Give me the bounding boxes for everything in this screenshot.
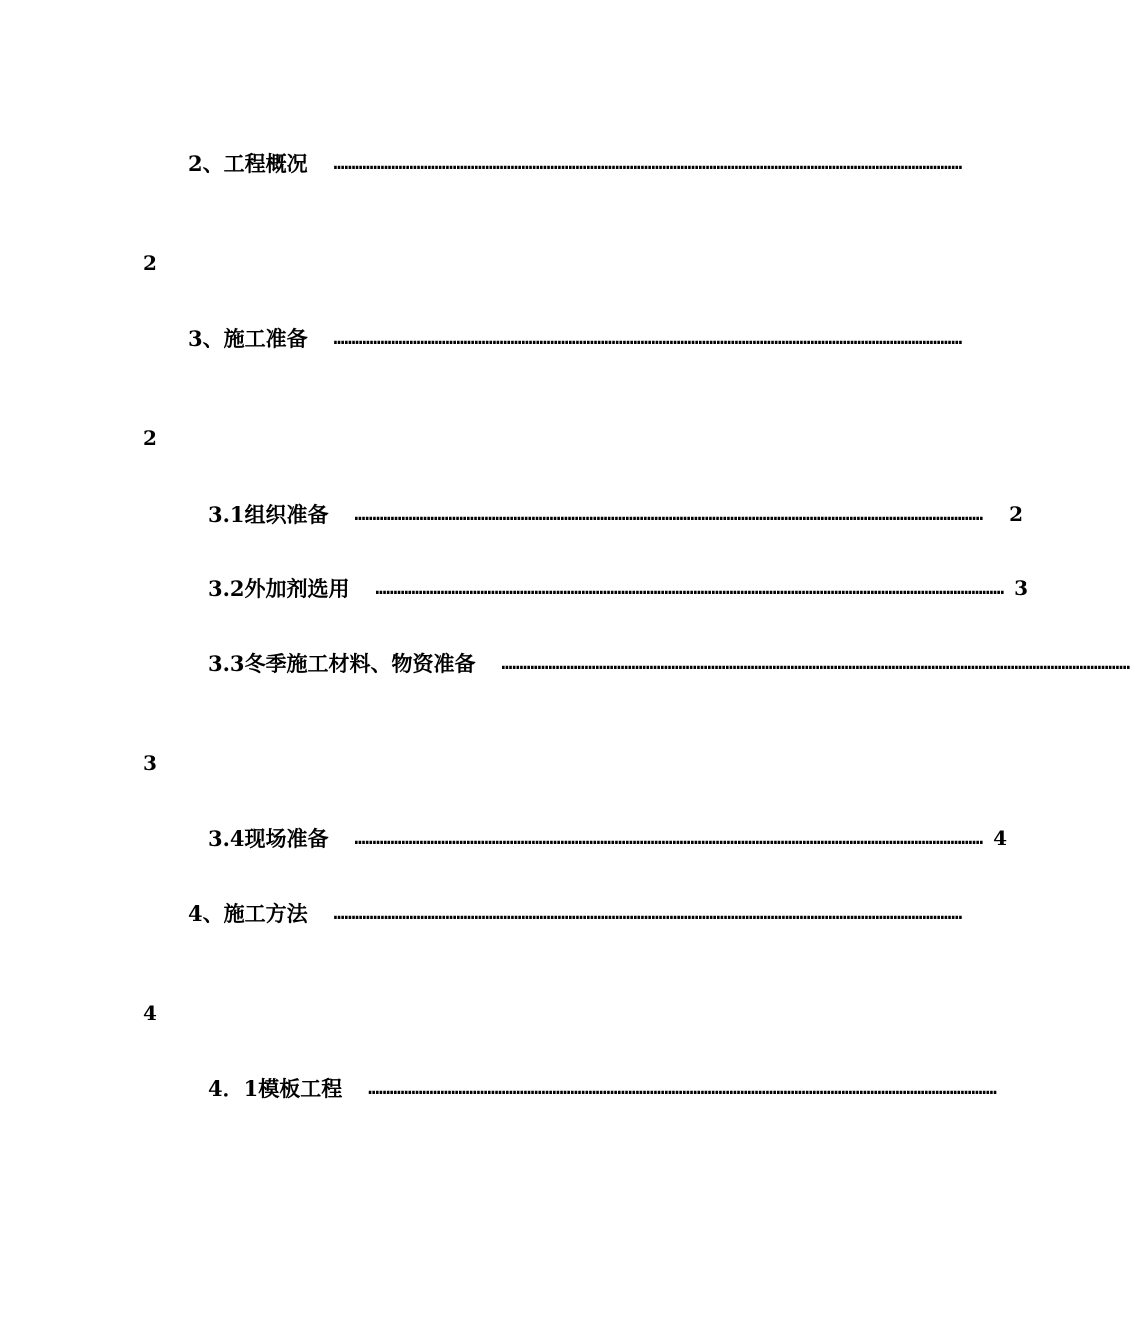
- toc-page-number: 3: [143, 751, 157, 775]
- toc-entry[interactable]: [188, 323, 963, 353]
- toc-page-number: 4: [993, 826, 1008, 850]
- toc-page-number: 2: [143, 251, 157, 275]
- toc-leader: …………………………………………………………………………………………………………………………………………………………: [333, 327, 963, 349]
- toc-entry[interactable]: [208, 823, 1008, 853]
- toc-entry-label: 3.1组织准备: [208, 502, 329, 527]
- toc-leader: …………………………………………………………………………………………………………………………………………………………: [333, 152, 963, 174]
- toc-leader: …………………………………………………………………………………………………………………………………………………………: [368, 1077, 997, 1099]
- toc-entry-label: 3.2外加剂选用: [208, 576, 350, 601]
- toc-entry-label: 3.3冬季施工材料、物资准备: [208, 651, 476, 676]
- toc-entry-label: 3.4现场准备: [208, 826, 329, 851]
- toc-page-number: 2: [143, 426, 157, 450]
- toc-page-number: 3: [1014, 576, 1029, 600]
- toc-entry-label: 4．1模板工程: [208, 1076, 343, 1101]
- toc-entry[interactable]: [188, 148, 963, 178]
- toc-entry[interactable]: [208, 1073, 997, 1103]
- toc-page-number: 4: [143, 1001, 157, 1025]
- toc-entry[interactable]: [208, 573, 1029, 603]
- toc-entry[interactable]: [208, 648, 1130, 678]
- toc-entry[interactable]: [188, 898, 963, 928]
- toc-leader: …………………………………………………………………………………………………………………………………………………………: [354, 827, 984, 849]
- toc-page-number: 2: [1009, 502, 1024, 526]
- toc-leader: …………………………………………………………………………………………………………………………………………………………: [333, 902, 963, 924]
- toc-leader: …………………………………………………………………………………………………………………………………………………………: [354, 503, 984, 525]
- toc-entry-label: 3、施工准备: [188, 326, 308, 351]
- toc-entry[interactable]: [208, 499, 1024, 529]
- toc-leader: …………………………………………………………………………………………………………………………………………………………: [375, 577, 1005, 599]
- toc-entry-label: 4、施工方法: [188, 901, 308, 926]
- toc-leader: …………………………………………………………………………………………………………………………………………………………: [501, 652, 1130, 674]
- toc-entry-label: 2、工程概况: [188, 151, 308, 176]
